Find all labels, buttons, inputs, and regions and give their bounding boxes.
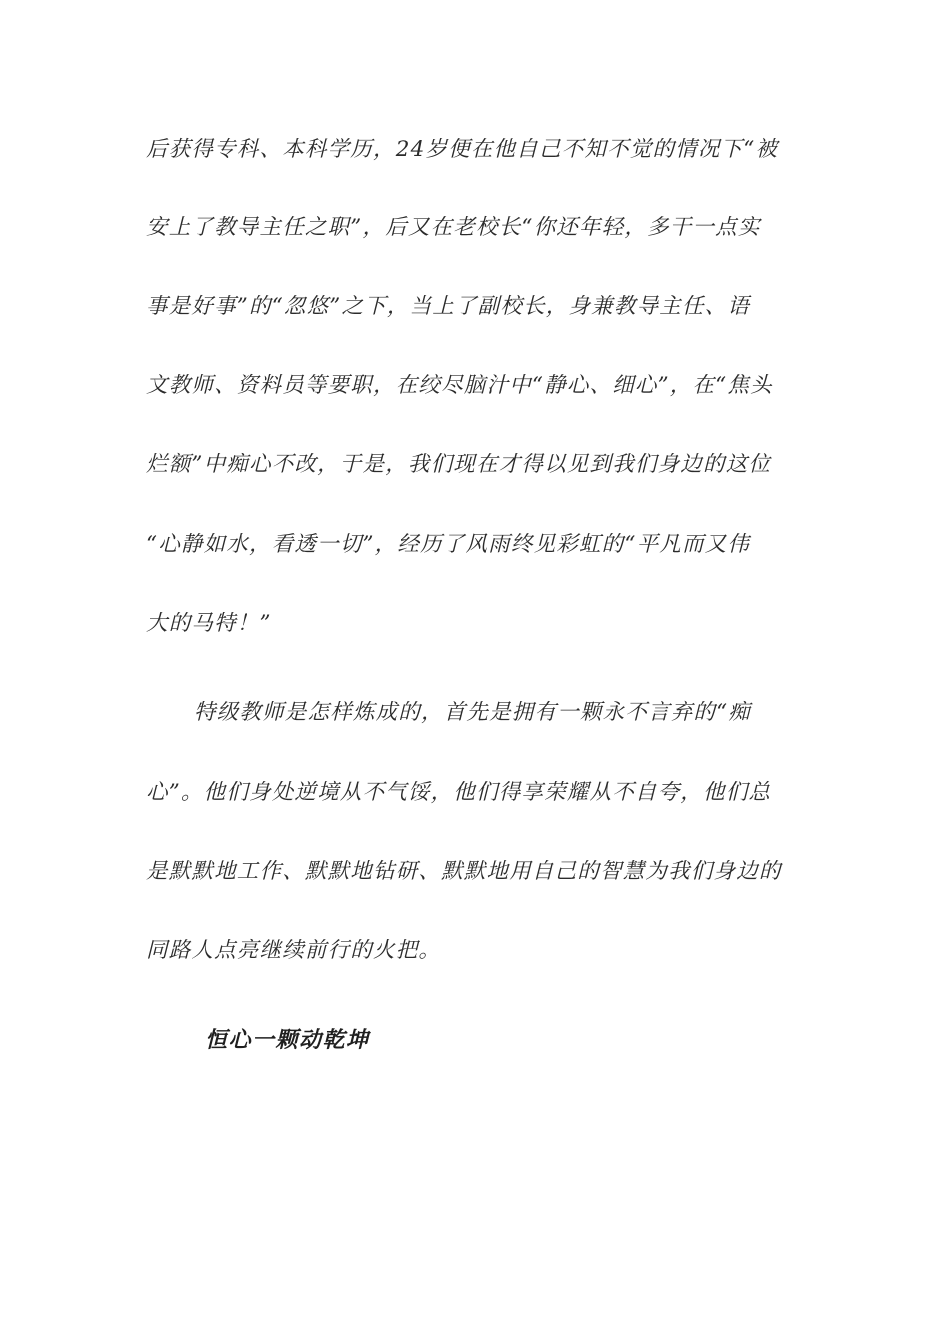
paragraph-line: 文教师、资料员等要职，在绞尽脑汁中“静心、细心”，在“焦头 xyxy=(146,373,773,398)
paragraph-line: 心”。他们身处逆境从不气馁，他们得享荣耀从不自夸，他们总 xyxy=(146,780,772,805)
paragraph-line: 大的马特！” xyxy=(146,611,272,636)
paragraph-line: 是默默地工作、默默地钻研、默默地用自己的智慧为我们身边的 xyxy=(146,859,782,884)
paragraph-line: 特级教师是怎样炼成的，首先是拥有一颗永不言弃的“痴 xyxy=(194,700,751,725)
paragraph-line: 后获得专科、本科学历，24岁便在他自己不知不觉的情况下“被 xyxy=(146,137,779,162)
paragraph-line: 烂额”中痴心不改，于是，我们现在才得以见到我们身边的这位 xyxy=(146,452,772,477)
paragraph-line: 安上了教导主任之职”，后又在老校长“你还年轻，多干一点实 xyxy=(146,215,761,240)
paragraph-line: “心静如水，看透一切”，经历了风雨终见彩虹的“平凡而又伟 xyxy=(146,532,751,557)
section-heading: 恒心一颗动乾坤 xyxy=(205,1027,370,1053)
paragraph-line: 同路人点亮继续前行的火把。 xyxy=(146,938,442,963)
paragraph-line: 事是好事”的“忽悠”之下，当上了副校长，身兼教导主任、语 xyxy=(146,294,751,319)
